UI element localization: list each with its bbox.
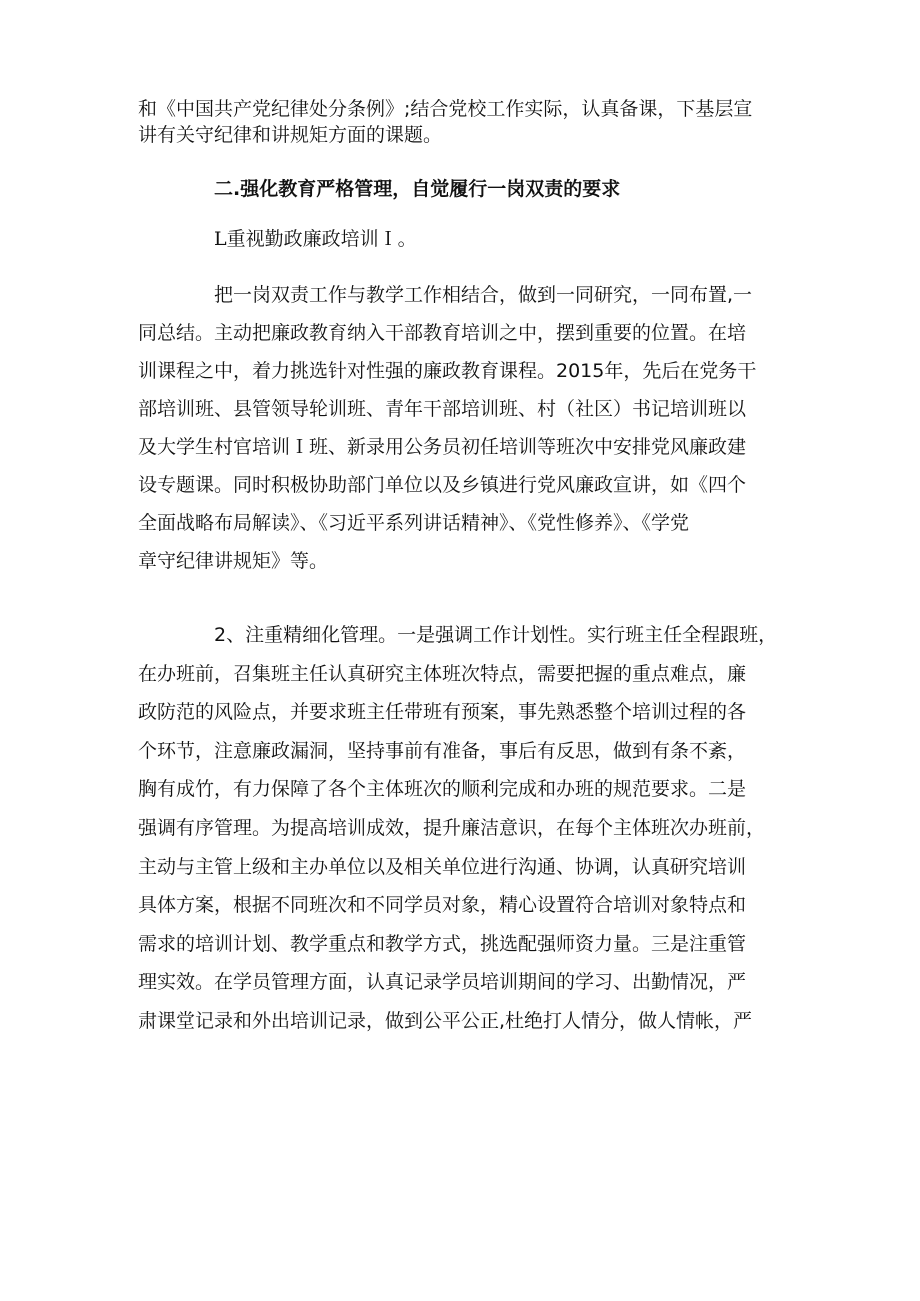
text-line: 政防范的风险点，并要求班主任带班有预案，事先熟悉整个培训过程的各 [138,701,747,724]
subheading: L重视勤政廉政培训Ｉ。 [214,228,417,250]
text-line: 在办班前，召集班主任认真研究主体班次特点，需要把握的重点难点，廉 [138,662,747,685]
text-line: 理实效。在学员管理方面，认真记录学员培训期间的学习、出勤情况，严 [138,971,747,994]
text-line: 主动与主管上级和主办单位以及相关单位进行沟通、协调，认真研究培训 [138,855,747,878]
paragraph-2 [138,616,788,1041]
section-heading: 二.强化教育严格管理，自觉履行一岗双责的要求 [214,178,621,200]
text-line: 2、注重精细化管理。一是强调工作计划性。实行班主任全程跟班， [214,624,778,646]
paragraph-1 [138,276,788,580]
text-line: 部培训班、县管领导轮训班、青年干部培训班、村（社区）书记培训班以 [138,398,747,420]
text-line: 设专题课。同时积极协助部门单位以及乡镇进行党风廉政宣讲，如《四个 [138,474,747,496]
text-line: 需求的培训计划、教学重点和教学方式，挑选配强师资力量。三是注重管 [138,932,747,955]
text-line: 胸有成竹，有力保障了各个主体班次的顺利完成和办班的规范要求。二是 [138,778,747,801]
document-page [138,96,788,1041]
text-line: 全面战略布局解读》、《习近平系列讲话精神》、《党性修养》、《学党 [138,512,690,534]
text-line: 讲有关守纪律和讲规矩方面的课题。 [138,124,443,146]
text-line: 同总结。主动把廉政教育纳入干部教育培训之中，摆到重要的位置。在培 [138,322,747,344]
text-line: 章守纪律讲规矩》等。 [138,550,329,572]
text-line: 具体方案，根据不同班次和不同学员对象，精心设置符合培训对象特点和 [138,894,747,917]
text-line: 训课程之中，着力挑选针对性强的廉政教育课程。2015年，先后在党务干 [138,360,757,382]
text-line: 及大学生村官培训Ｉ班、新录用公务员初任培训等班次中安排党风廉政建 [138,436,747,458]
text-line: 强调有序管理。为提高培训成效，提升廉洁意识，在每个主体班次办班前， [138,816,766,839]
text-line: 把一岗双责工作与教学工作相结合，做到一同研究，一同布置,一 [214,284,753,306]
text-line: 个环节，注意廉政漏洞，坚持事前有准备，事后有反思，做到有条不紊， [138,739,747,762]
text-line: 肃课堂记录和外出培训记录，做到公平公正,杜绝打人情分，做人情帐，严 [138,1009,753,1032]
intro-block [138,96,788,148]
text-line: 和《中国共产党纪律处分条例》;结合党校工作实际，认真备课，下基层宣 [138,98,753,120]
